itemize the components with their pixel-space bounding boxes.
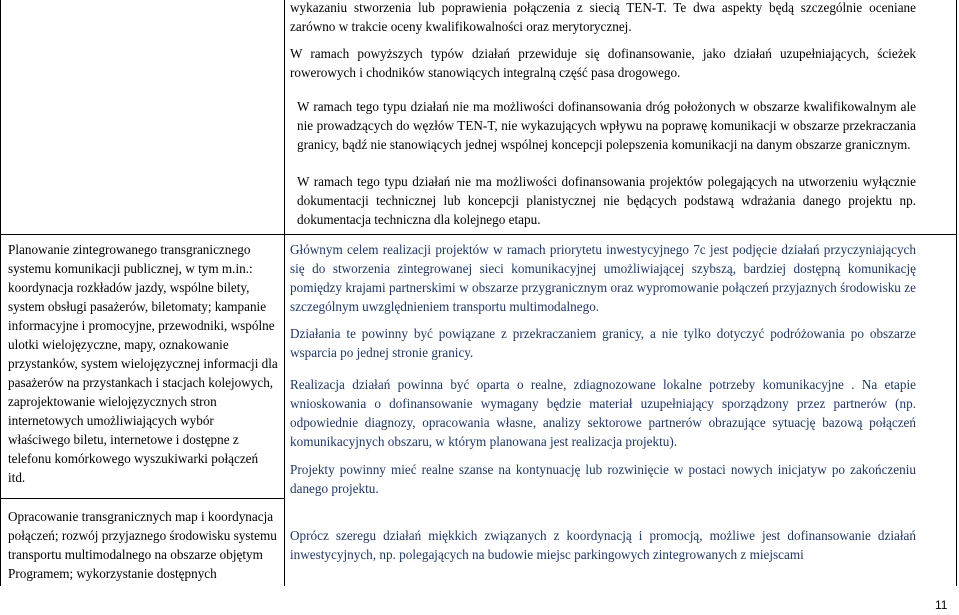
page-number: 11 [935, 598, 948, 612]
bottom-right-cell-b [290, 324, 916, 362]
bottom-paragraph-2: Działania te powinny być powiązane z przekraczaniem granicy, a nie tylko dotyczyć podróżowania po obszarze wsparcia po jednej stronie granicy. [290, 326, 916, 360]
bottom-right-cell-c [290, 375, 916, 451]
table-right-border [956, 0, 957, 586]
bottom-paragraph-5: Oprócz szeregu działań miękkich związanych z koordynacją i promocją, możliwe jest dofinansowanie działań inwestycyjnych, np. polegających na budowie miejsc parkingowych zintegrowanych z miejscami [290, 528, 916, 562]
left-item-1: Planowanie zintegrowanego transgranicznego systemu komunikacji publicznej, w tym m.in.: koordynacja rozkładów jazdy, wspólne bilety, system obsługi pasażerów, biletomaty; kampanie informacyjne i promocyjne, przewodniki, wspólne ulotki wielojęzyczne, mapy, oznakowanie przystanków, system wielojęzycznej informacji dla pasażerów na przystankach i stacjach kolejowych, zaprojektowanie wielojęzycznych stron internetowych umożliwiających wybór właściwego biletu, internetowe i dostępne z telefonu komórkowego wyszukiwarki połączeń itd. [8, 242, 278, 485]
left-cell-1 [8, 240, 278, 487]
top-paragraph-3: W ramach tego typu działań nie ma możliwości dofinansowania dróg położonych w obszarze kwalifikowalnym ale nie prowadzących do węzłów TEN-T, nie wykazujących wpływu na poprawę komunikacji w obszarze przekraczania granicy, bądź nie stanowiących jednej wspólnej koncepcji polepszenia komunikacji na danym obszarze granicznym. [297, 99, 916, 152]
top-paragraph-1: wykazaniu stworzenia lub poprawienia połączenia z siecią TEN-T. Te dwa aspekty będą szczególnie oceniane zarówno w trakcie oceny kwalifikowalności oraz merytorycznej. [290, 0, 916, 34]
top-right-cell-b [290, 44, 916, 82]
left-item-2: Opracowanie transgranicznych map i koordynacja połączeń; rozwój przyjaznego środowisku systemu transportu multimodalnego na obszarze objętym Programem; wykorzystanie dostępnych [8, 509, 277, 581]
bottom-right-cell-e [290, 526, 916, 564]
top-right-cell [290, 0, 916, 36]
bottom-right-cell [290, 240, 916, 316]
bottom-right-cell-d [290, 460, 916, 498]
left-cell-2 [8, 507, 278, 583]
top-right-cell-c [297, 97, 916, 154]
top-right-cell-d [297, 172, 916, 229]
top-paragraph-2: W ramach powyższych typów działań przewiduje się dofinansowanie, jako działań uzupełniających, ścieżek rowerowych i chodników stanowiących integralną część pasa drogowego. [290, 46, 916, 80]
top-paragraph-4: W ramach tego typu działań nie ma możliwości dofinansowania projektów polegających na utworzeniu wyłącznie dokumentacji technicznej lub koncepcji planistycznej nie będących podstawą wdrażania danego projektu np. dokumentacja techniczna dla kolejnego etapu. [297, 174, 916, 227]
bottom-paragraph-1: Głównym celem realizacji projektów w ramach priorytetu inwestycyjnego 7c jest podjęcie działań przyczyniających się do stworzenia zintegrowanej sieci komunikacyjnej umożliwiającej szybszą, bardziej dostępną komunikację pomiędzy krajami partnerskimi w obszarze przygranicznym oraz wypromowanie połączeń przyjaznych środowisku ze szczególnym uwzględnieniem transportu multimodalnego. [290, 242, 916, 314]
row-divider-2 [0, 498, 285, 499]
bottom-paragraph-3: Realizacja działań powinna być oparta o realne, zdiagnozowane lokalne potrzeby komunikacyjne . Na etapie wnioskowania o dofinansowanie wymagany będzie materiał uzupełniający sporządzony przez partnerów (np. odpowiednie diagnozy, opracowania własne, analizy sektorowe partnerów obrazujące sytuację bazową połączeń komunikacyjnych obszaru, w którym planowana jest realizacja projektu). [290, 377, 916, 449]
bottom-paragraph-4: Projekty powinny mieć realne szanse na kontynuację lub rozwinięcie w postaci nowych inicjatyw po zakończeniu danego projektu. [290, 462, 916, 496]
row-divider-1 [0, 234, 957, 235]
